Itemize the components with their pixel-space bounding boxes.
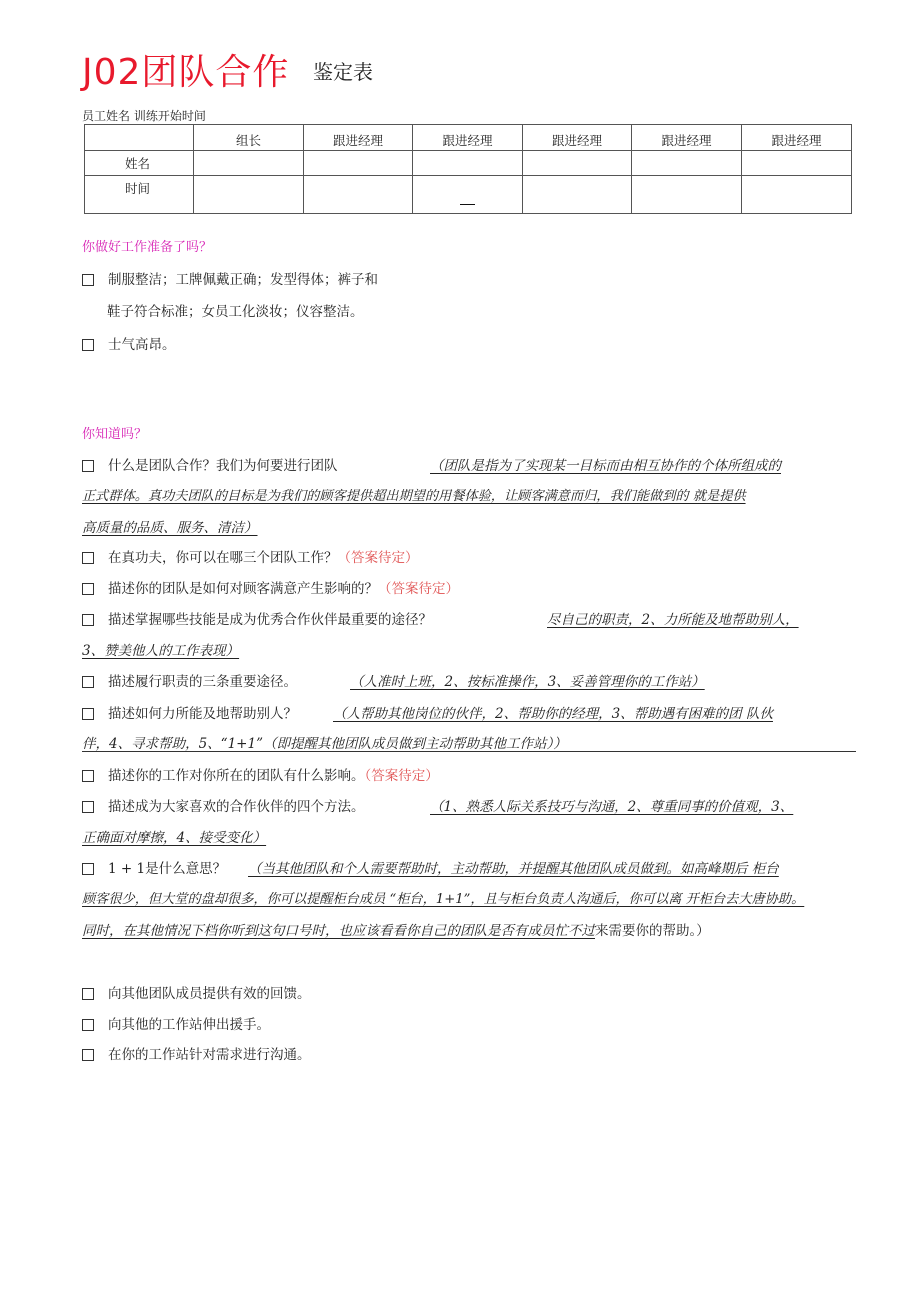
column-header: 跟进经理 — [632, 125, 742, 151]
question-item — [82, 702, 297, 722]
column-header: 跟进经理 — [523, 125, 632, 151]
question-item — [82, 795, 365, 815]
checkbox-icon[interactable] — [82, 339, 94, 351]
time-cell[interactable] — [194, 176, 304, 214]
checkbox-icon[interactable] — [82, 770, 94, 782]
question-text: 1 + 1是什么意思？ — [108, 861, 227, 877]
checkbox-icon[interactable] — [82, 274, 94, 286]
signature-table — [84, 124, 852, 214]
answer-text-tail: 来需要你的帮助。） — [595, 923, 710, 939]
item-text: 士气高昂。 — [108, 337, 176, 353]
answer-text: 3、赞美他人的工作表现） — [82, 643, 240, 659]
table-header-row — [85, 125, 852, 151]
item-text: 向其他团队成员提供有效的回馈。 — [108, 986, 311, 1002]
checkbox-icon[interactable] — [82, 552, 94, 564]
row-label-time: 时间 — [85, 176, 194, 214]
employee-meta: 员工姓名 训练开始时间 — [82, 109, 206, 123]
question-text: 描述如何力所能及地帮助别人？ — [108, 706, 297, 722]
answer-text: （人准时上班，2、按标准操作，3、妥善管理你的工作站） — [350, 674, 705, 690]
table-row-name — [85, 151, 852, 176]
time-cell[interactable] — [632, 176, 742, 214]
table-row-time — [85, 176, 852, 214]
question-text: 描述你的团队是如何对顾客满意产生影响的？ — [108, 581, 378, 597]
column-header: 跟进经理 — [304, 125, 413, 151]
question-item — [82, 670, 297, 690]
answer-text: 同时，在其他情况下档你听到这句口号时，也应该看看你自己的团队是否有成员忙不过 — [82, 923, 595, 939]
column-header: 跟进经理 — [742, 125, 852, 151]
checkbox-icon[interactable] — [82, 583, 94, 595]
question-item — [82, 546, 419, 566]
checkbox-icon[interactable] — [82, 988, 94, 1000]
question-text: 什么是团队合作？我们为何要进行团队 — [108, 458, 338, 474]
name-cell[interactable] — [742, 151, 852, 176]
question-text: 描述成为大家喜欢的合作伙伴的四个方法。 — [108, 799, 365, 815]
checklist-item — [82, 333, 176, 353]
checkbox-icon[interactable] — [82, 863, 94, 875]
question-item — [82, 857, 226, 877]
question-item — [82, 577, 459, 597]
row-label-name: 姓名 — [85, 151, 194, 176]
time-cell[interactable] — [742, 176, 852, 214]
checklist-item — [82, 982, 311, 1002]
question-item — [82, 454, 338, 474]
checklist-item — [82, 1013, 270, 1033]
checkbox-icon[interactable] — [82, 708, 94, 720]
column-header: 跟进经理 — [413, 125, 523, 151]
question-text: 描述履行职责的三条重要途径。 — [108, 674, 297, 690]
answer-text: 尽自己的职责，2、力所能及地帮助别人， — [547, 612, 799, 628]
time-cell[interactable] — [304, 176, 413, 214]
table-dash-mark — [460, 204, 475, 205]
name-cell[interactable] — [632, 151, 742, 176]
checklist-item-continuation: 鞋子符合标准；女员工化淡妆；仪容整洁。 — [107, 304, 364, 320]
checkbox-icon[interactable] — [82, 614, 94, 626]
item-text: 向其他的工作站伸出援手。 — [108, 1017, 270, 1033]
question-text: 描述掌握哪些技能是成为优秀合作伙伴最重要的途径？ — [108, 612, 432, 628]
column-header: 组长 — [194, 125, 304, 151]
answer-text: 伴，4、寻求帮助，5、“1+1”（即提醒其他团队成员做到主动帮助其他工作站）） — [82, 736, 567, 752]
pending-answer: （答案待定） — [378, 581, 459, 597]
divider-line — [82, 751, 856, 752]
question-item — [82, 764, 439, 784]
answer-text: （团队是指为了实现某一目标而由相互协作的个体所组成的 — [430, 458, 781, 474]
checklist-item — [82, 268, 378, 288]
checklist-item — [82, 1043, 311, 1063]
checkbox-icon[interactable] — [82, 1019, 94, 1031]
name-cell[interactable] — [413, 151, 523, 176]
pending-answer: （答案待定） — [364, 768, 439, 784]
form-title: J02团队合作 — [82, 52, 290, 93]
checkbox-icon[interactable] — [82, 1049, 94, 1061]
answer-text: 正式群体。真功夫团队的目标是为我们的顾客提供超出期望的用餐体验，让顾客满意而归，我们能做到的 就是提供 — [82, 489, 746, 504]
answer-text: 正确面对摩擦，4、接受变化） — [82, 830, 267, 846]
answer-text: 高质量的品质、服务、清洁） — [82, 520, 258, 536]
time-cell[interactable] — [413, 176, 523, 214]
name-cell[interactable] — [523, 151, 632, 176]
pending-answer: （答案待定） — [337, 550, 419, 566]
name-cell[interactable] — [304, 151, 413, 176]
checkbox-icon[interactable] — [82, 801, 94, 813]
answer-text: （当其他团队和个人需要帮助时，主动帮助，并提醒其他团队成员做到。如高峰期后 柜台 — [248, 861, 779, 877]
checkbox-icon[interactable] — [82, 460, 94, 472]
item-text: 在你的工作站针对需求进行沟通。 — [108, 1047, 311, 1063]
question-item — [82, 608, 432, 628]
answer-text: 顾客很少，但大堂的盘却很多，你可以提醒柜台成员 “柜台，1+1”，且与柜台负责人沟通后，你可以离 开柜台去大唐协助。 — [82, 892, 805, 907]
question-text: 描述你的工作对你所在的团队有什么影响。 — [108, 768, 365, 784]
answer-text: （人帮助其他岗位的伙伴，2、帮助你的经理，3、帮助遇有困难的团 队伙 — [333, 706, 773, 722]
answer-line — [82, 919, 710, 939]
answer-text: （1、熟悉人际关系技巧与沟通，2、尊重同事的价值观，3、 — [430, 799, 794, 815]
name-cell[interactable] — [194, 151, 304, 176]
time-cell[interactable] — [523, 176, 632, 214]
checkbox-icon[interactable] — [82, 676, 94, 688]
form-subtitle: 鉴定表 — [313, 60, 373, 84]
item-text: 制服整洁；工牌佩戴正确；发型得体；裤子和 — [108, 272, 378, 288]
table-corner-cell — [85, 125, 194, 151]
section-heading-know: 你知道吗？ — [82, 427, 148, 442]
question-text: 在真功夫，你可以在哪三个团队工作？ — [108, 550, 338, 566]
section-heading-ready: 你做好工作准备了吗？ — [82, 240, 213, 255]
